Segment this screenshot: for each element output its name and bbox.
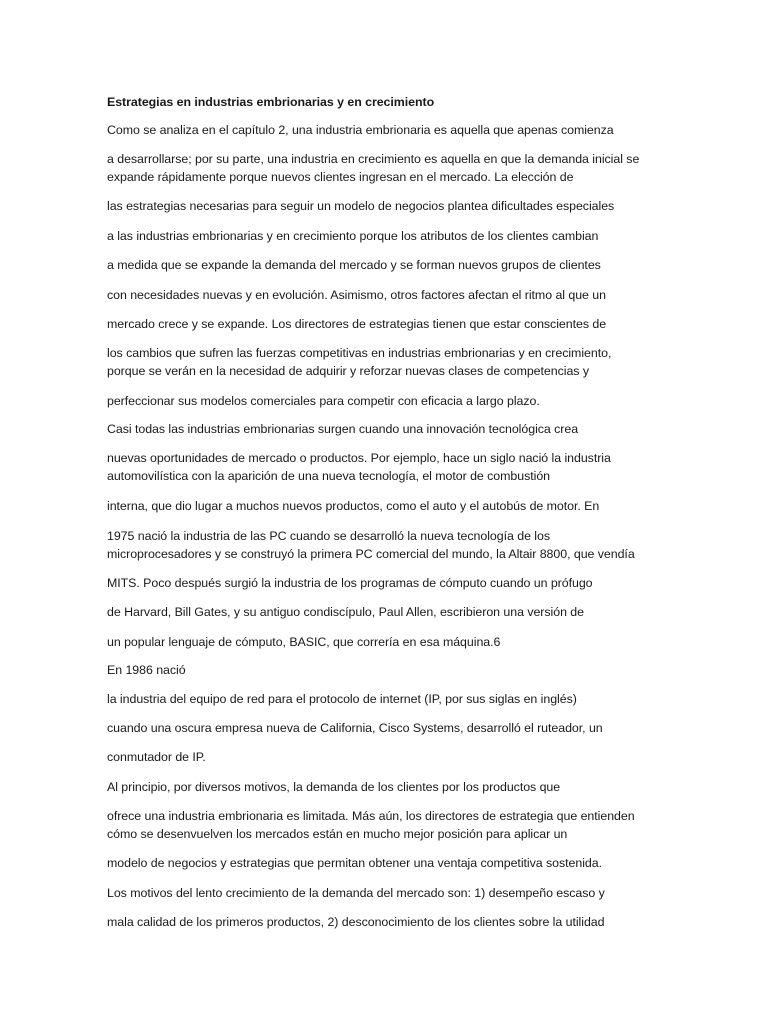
- text-line-23: cuando una oscura empresa nueva de California, Cisco Systems, desarrolló el ruteador, un: [107, 721, 603, 735]
- text-line-11: perfeccionar sus modelos comerciales para competir con eficacia a largo plazo.: [107, 394, 540, 408]
- text-line-5: a las industrias embrionarias y en crecimiento porque los atributos de los clientes cambian: [107, 229, 599, 243]
- text-line-13: nuevas oportunidades de mercado o productos. Por ejemplo, hace un siglo nació la industria: [107, 451, 611, 465]
- text-line-29: Los motivos del lento crecimiento de la demanda del mercado son: 1) desempeño escaso y: [107, 886, 605, 900]
- text-line-7: con necesidades nuevas y en evolución. Asimismo, otros factores afectan el ritmo al que un: [107, 288, 606, 302]
- text-line-16: 1975 nació la industria de las PC cuando se desarrolló la nueva tecnología de los: [107, 529, 550, 543]
- text-line-14: automovilística con la aparición de una nueva tecnología, el motor de combustión: [107, 469, 551, 483]
- document-title: Estrategias en industrias embrionarias y en crecimiento: [107, 95, 435, 109]
- text-line-10: porque se verán en la necesidad de adquirir y reforzar nuevas clases de competencias y: [107, 364, 589, 378]
- text-line-24: conmutador de IP.: [107, 750, 206, 764]
- text-line-3: expande rápidamente porque nuevos clientes ingresan en el mercado. La elección de: [107, 170, 574, 184]
- text-line-4: las estrategias necesarias para seguir un modelo de negocios plantea dificultades especiales: [107, 199, 615, 213]
- text-line-20: un popular lenguaje de cómputo, BASIC, que correría en esa máquina.6: [107, 635, 501, 649]
- text-line-28: modelo de negocios y estrategias que permitan obtener una ventaja competitiva sostenida.: [107, 856, 602, 870]
- text-line-8: mercado crece y se expande. Los directores de estrategias tienen que estar conscientes de: [107, 317, 607, 331]
- text-line-1: Como se analiza en el capítulo 2, una industria embrionaria es aquella que apenas comienza: [107, 123, 614, 137]
- text-line-18: MITS. Poco después surgió la industria de los programas de cómputo cuando un prófugo: [107, 576, 593, 590]
- text-line-6: a medida que se expande la demanda del mercado y se forman nuevos grupos de clientes: [107, 258, 601, 272]
- text-line-15: interna, que dio lugar a muchos nuevos productos, como el auto y el autobús de motor. En: [107, 499, 600, 513]
- text-line-19: de Harvard, Bill Gates, y su antiguo condiscípulo, Paul Allen, escribieron una versión de: [107, 605, 584, 619]
- text-line-25: Al principio, por diversos motivos, la demanda de los clientes por los productos que: [107, 780, 561, 794]
- text-line-9: los cambios que sufren las fuerzas competitivas en industrias embrionarias y en crecimiento,: [107, 346, 612, 360]
- text-line-17: microprocesadores y se construyó la primera PC comercial del mundo, la Altair 8800, que vendía: [107, 547, 635, 561]
- text-line-26: ofrece una industria embrionaria es limitada. Más aún, los directores de estrategia que entienden: [107, 809, 635, 823]
- text-line-27: cómo se desenvuelven los mercados están en mucho mejor posición para aplicar un: [107, 827, 568, 841]
- text-line-22: la industria del equipo de red para el protocolo de internet (IP, por sus siglas en inglés): [107, 692, 577, 706]
- text-line-12: Casi todas las industrias embrionarias surgen cuando una innovación tecnológica crea: [107, 422, 579, 436]
- text-line-21: En 1986 nació: [107, 663, 186, 677]
- text-line-30: mala calidad de los primeros productos, 2) desconocimiento de los clientes sobre la utilidad: [107, 915, 605, 929]
- text-line-2: a desarrollarse; por su parte, una industria en crecimiento es aquella en que la demanda inicial se: [107, 152, 640, 166]
